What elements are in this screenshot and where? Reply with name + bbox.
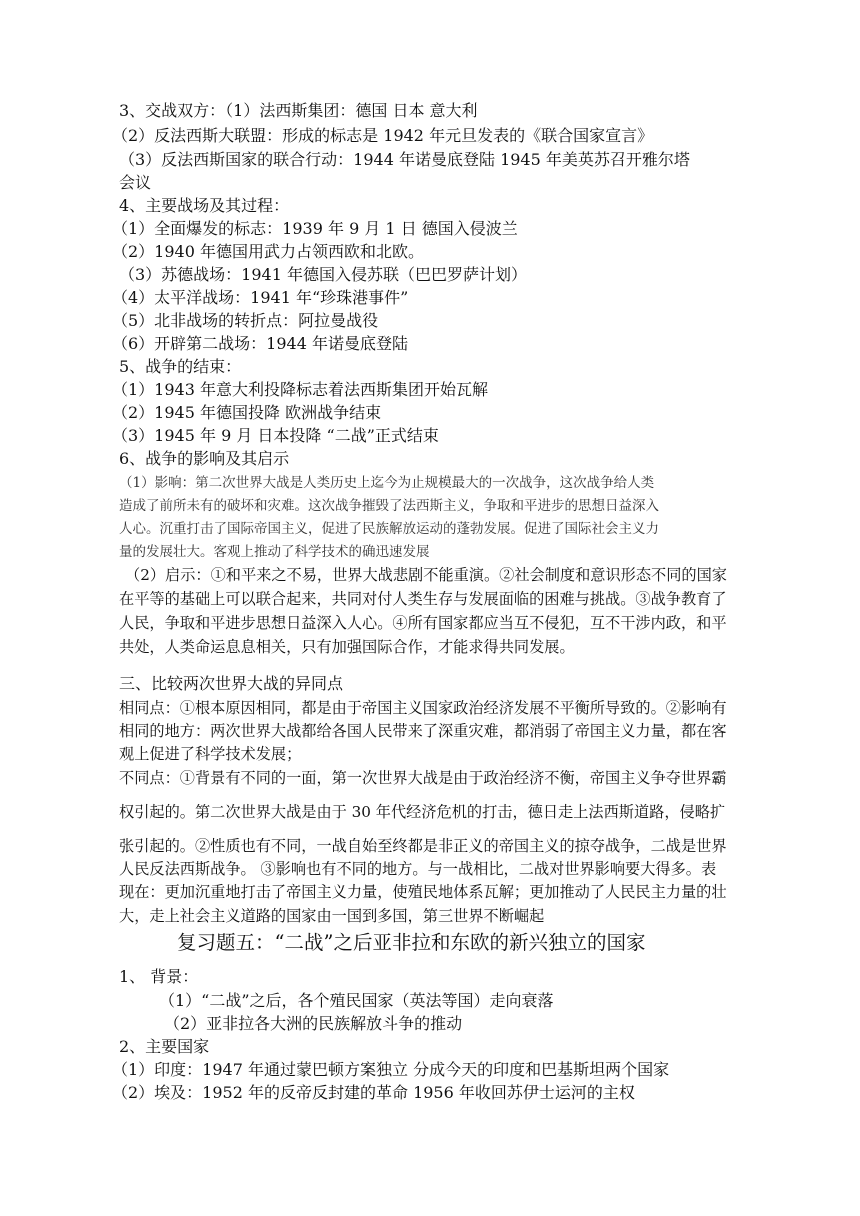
impact-paragraph-line: （1）影响：第二次世界大战是人类历史上迄今为止规模最大的一次战争，这次战争给人类 [119,475,655,491]
impact-paragraph-line: 人心。沉重打击了国际帝国主义，促进了民族解放运动的蓬勃发展。促进了国际社会主义力 [119,521,659,537]
lesson-paragraph-line: 人民，争取和平进步思想日益深入人心。④所有国家都应当互不侵犯，互不干涉内政，和平 [119,614,727,632]
difference-line: 大，走上社会主义道路的国家由一国到多国，第三世界不断崛起 [119,907,545,925]
section-4-item: （4）太平洋战场：1941 年“珍珠港事件” [112,288,409,307]
section-4-item: （2）1940 年德国用武力占领西欧和北欧。 [112,242,424,261]
difference-line: 张引起的。②性质也有不同，一战自始至终都是非正义的帝国主义的掠夺战争，二战是世界 [119,837,727,855]
background-item: （1）“二战”之后，各个殖民国家（英法等国）走向衰落 [159,991,554,1010]
country-item: （1）印度：1947 年通过蒙巴顿方案独立 分成今天的印度和巴基斯坦两个国家 [112,1060,670,1079]
difference-line: 权引起的。第二次世界大战是由于 30 年代经济危机的打击，德日走上法西斯道路，侵略扩 [119,803,726,821]
similarity-line: 相同点：①根本原因相同，都是由于帝国主义国家政治经济发展不平衡所导致的。②影响有 [119,699,727,717]
countries-heading: 2、主要国家 [119,1037,210,1056]
similarity-line: 观上促进了科学技术发展； [119,745,302,763]
section-3-line-2: （2）反法西斯大联盟：形成的标志是 1942 年元旦发表的《联合国家宣言》 [112,126,654,145]
comparison-heading: 三、比较两次世界大战的异同点 [119,674,344,693]
section-5-item: （3）1945 年 9 月 日本投降 “二战”正式结束 [112,426,439,445]
lesson-paragraph-line: （2）启示：①和平来之不易，世界大战悲剧不能重演。②社会制度和意识形态不同的国家 [125,566,727,584]
difference-line: 人民反法西斯战争。 ③影响也有不同的地方。与一战相比，二战对世界影响要大得多。表 [119,860,717,878]
section-4-item: （3）苏德战场：1941 年德国入侵苏联（巴巴罗萨计划） [119,265,527,284]
section-3-line-3b: 会议 [119,173,152,192]
impact-paragraph-line: 造成了前所未有的破坏和灾难。这次战争摧毁了法西斯主义，争取和平进步的思想日益深入 [119,498,659,514]
impact-paragraph-line: 量的发展壮大。客观上推动了科学技术的确迅速发展 [119,544,430,560]
section-3-heading: 3、交战双方：（1）法西斯集团：德国 日本 意大利 [119,101,478,120]
section-4-heading: 4、主要战场及其过程： [119,196,290,215]
lesson-paragraph-line: 共处，人类命运息息相关，只有加强国际合作，才能求得共同发展。 [119,638,575,656]
section-6-heading: 6、战争的影响及其启示 [119,449,290,468]
section-4-item: （5）北非战场的转折点：阿拉曼战役 [112,311,379,330]
section-5-item: （2）1945 年德国投降 欧洲战争结束 [112,403,382,422]
section-4-item: （6）开辟第二战场：1944 年诺曼底登陆 [112,334,408,353]
similarity-line: 相同的地方：两次世界大战都给各国人民带来了深重灾难，都消弱了帝国主义力量，都在客 [119,722,727,740]
country-item: （2）埃及：1952 年的反帝反封建的革命 1956 年收回苏伊士运河的主权 [112,1083,635,1102]
section-4-item: （1）全面爆发的标志：1939 年 9 月 1 日 德国入侵波兰 [112,219,518,238]
difference-line: 现在：更加沉重地打击了帝国主义力量，使殖民地体系瓦解；更加推动了人民民主力量的壮 [119,883,727,901]
section-3-line-3a: （3）反法西斯国家的联合行动：1944 年诺曼底登陆 1945 年美英苏召开雅尔塔 [119,150,690,169]
review-5-title: 复习题五：“二战”之后亚非拉和东欧的新兴独立的国家 [177,931,646,954]
background-heading: 1、 背景： [119,967,199,986]
difference-line: 不同点：①背景有不同的一面，第一次世界大战是由于政治经济不衡，帝国主义争夺世界霸 [119,769,727,787]
section-5-heading: 5、战争的结束： [119,357,242,376]
section-5-item: （1）1943 年意大利投降标志着法西斯集团开始瓦解 [112,380,488,399]
background-item: （2）亚非拉各大洲的民族解放斗争的推动 [164,1014,463,1033]
lesson-paragraph-line: 在平等的基础上可以联合起来，共同对付人类生存与发展面临的困难与挑战。③战争教育了 [119,590,727,608]
